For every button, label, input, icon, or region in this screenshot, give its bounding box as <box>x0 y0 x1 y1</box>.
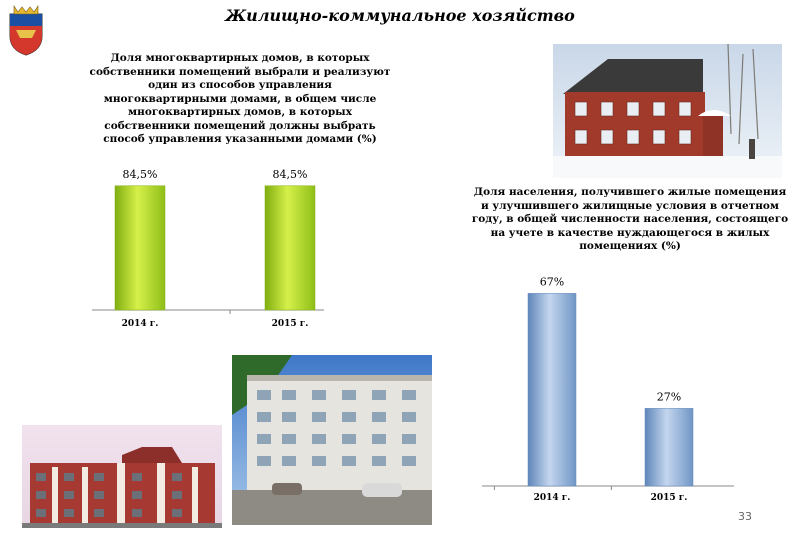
x-tick-label-1: 2014 г. <box>121 319 159 329</box>
data-label-1: 67% <box>539 275 565 289</box>
bar-2 <box>265 186 315 310</box>
coat-of-arms-logo <box>6 4 46 56</box>
right-bar-chart <box>478 270 738 510</box>
right-chart-description: Доля населения, получившего жилые помещения и улучшившего жилищные условия в отчетном году, в общей численности населения, состоящего на учете в качестве нуждающегося в жилых помещениях (%) <box>471 186 789 252</box>
apartment-block-photo <box>232 355 432 525</box>
data-label-2: 84,5% <box>272 167 308 181</box>
left-bar-chart <box>88 160 328 340</box>
x-tick-label-1: 2014 г. <box>533 493 571 503</box>
left-chart-description: Доля многоквартирных домов, в которых собственники помещений выбрали и реализуют один из способов управления многоквартирными домами, в общем числе многоквартирных домов, в которых собственники помещений должны выбрать способ управления указанными домами (%) <box>89 52 391 145</box>
data-label-1: 84,5% <box>122 167 158 181</box>
bar-1 <box>528 293 576 486</box>
page-number: 33 <box>738 510 752 523</box>
bar-2 <box>645 408 693 486</box>
page-title: Жилищно-коммунальное хозяйство <box>225 6 575 25</box>
residential-building-photo <box>22 425 222 528</box>
brick-house-winter-photo <box>553 44 782 178</box>
x-tick-label-2: 2015 г. <box>271 319 309 329</box>
bar-1 <box>115 186 165 310</box>
x-tick-label-2: 2015 г. <box>650 493 688 503</box>
data-label-2: 27% <box>656 390 682 404</box>
